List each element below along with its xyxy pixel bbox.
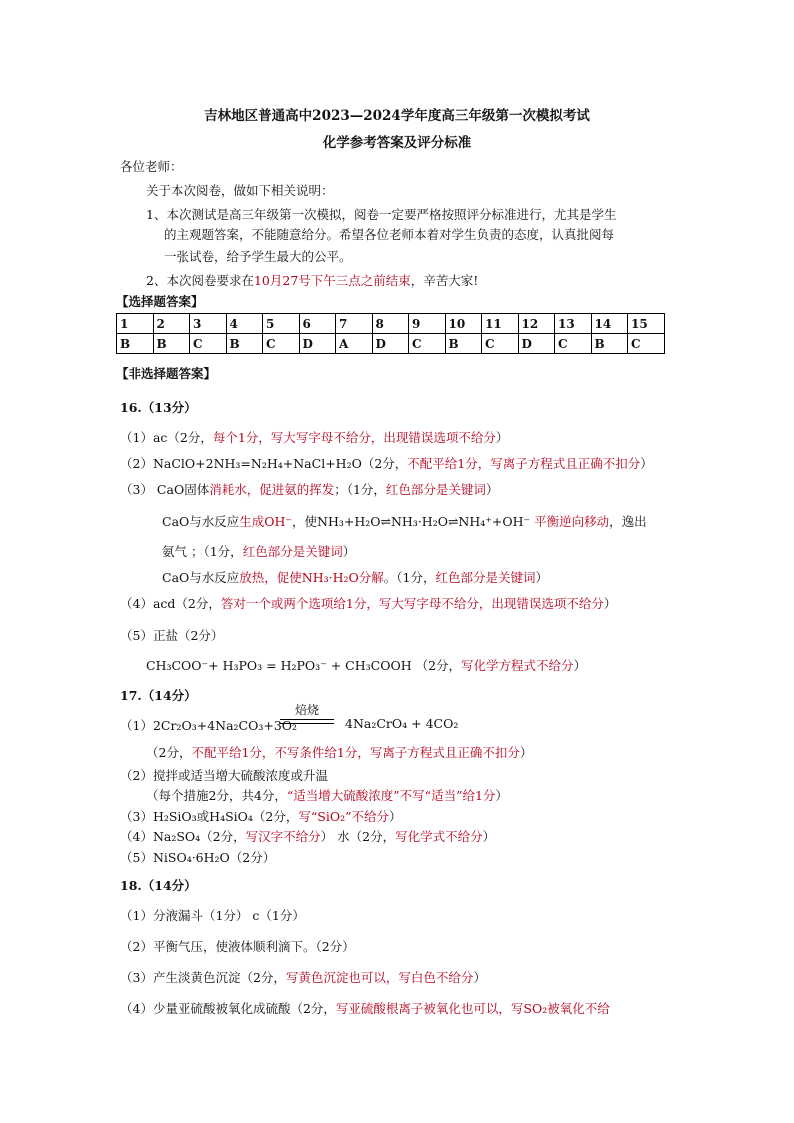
choice-number: 5 — [263, 314, 300, 334]
choice-answer: C — [190, 334, 227, 354]
choice-number: 3 — [190, 314, 227, 334]
intro-lead: 关于本次阅卷，做如下相关说明： — [146, 183, 334, 198]
q17-part4-close: ） — [482, 829, 496, 844]
choice-answer: C — [482, 334, 519, 354]
page-subtitle: 化学参考答案及评分标准 — [322, 135, 472, 151]
q17-part2: （2）搅拌或适当增大硫酸浓度或升温 — [120, 768, 328, 783]
q16-part4-note: 答对一个或两个选项给1分，写大写字母不给分，出现错误选项不给分 — [220, 596, 604, 611]
choice-number: 7 — [336, 314, 373, 334]
q17-part2-close: ） — [495, 788, 508, 803]
choice-heading: 【选择题答案】 — [116, 294, 204, 309]
intro-item1-line2: 的主观题答案，不能随意给分。希望各位老师本着对学生负责的态度，认真批阅每 — [164, 227, 615, 242]
q16-part3-key: 生成OH⁻ — [239, 514, 293, 529]
q17-part3-close: ） — [388, 809, 402, 824]
intro-item1-line3: 一张试卷，给予学生最大的公平。 — [164, 249, 352, 264]
choice-answer-table — [116, 313, 665, 354]
choice-answer: B — [153, 334, 190, 354]
q16-part3-text: 氨气 ；（1分， — [162, 544, 243, 559]
q16-part3-key: 平衡逆向移动 — [534, 514, 610, 529]
choice-number: 14 — [591, 314, 628, 334]
q16-part2 — [120, 454, 653, 472]
choice-number: 1 — [117, 314, 154, 334]
choice-answer: D — [372, 334, 409, 354]
q17-part4 — [120, 827, 495, 845]
q18-part4 — [120, 999, 610, 1017]
q17-part2-score: （每个措施2分，共4分， — [146, 788, 287, 803]
q16-part3-line2 — [162, 512, 647, 530]
greeting: 各位老师： — [120, 159, 183, 174]
q17-part2-rule: “适当增大硫酸浓度”不写“适当”给1分 — [286, 788, 496, 803]
q17-part3-answer: （3）H₂SiO₃或H₄SiO₄（2分， — [120, 809, 299, 824]
q16-part2-note: 不配平给1分，写离子方程式且正确不扣分 — [407, 456, 641, 471]
q18-part4-answer: （4）少量亚硫酸被氧化成硫酸（2分， — [120, 1001, 336, 1016]
nonchoice-heading: 【非选择题答案】 — [116, 366, 217, 381]
q18-part2: （2）平衡气压，使液体顺利滴下。（2分） — [120, 939, 355, 954]
q18-part3-close: ） — [473, 970, 486, 985]
q16-part3-close: ） — [535, 570, 548, 585]
q16-part3-text: （3） CaO固体 — [120, 482, 210, 497]
q16-part5-equation — [146, 656, 586, 674]
choice-answer: D — [299, 334, 336, 354]
choice-number-row — [117, 314, 665, 334]
q16-part3-close: ） — [485, 482, 499, 497]
q16-part3-line3 — [162, 542, 355, 560]
q18-heading: 18.（14分） — [120, 878, 197, 893]
q16-heading: 16.（13分） — [120, 400, 197, 415]
q16-part1-close: ） — [495, 430, 509, 445]
intro-item1-line1: 1、本次测试是高三年级第一次模拟，阅卷一定要严格按照评分标准进行，尤其是学生 — [146, 207, 617, 222]
q17-heading: 17.（14分） — [120, 688, 197, 703]
q17-part1-reaction-arrow — [280, 719, 334, 724]
q17-part1-condition: 焙烧 — [294, 703, 319, 717]
q17-part1-note — [146, 743, 532, 761]
q16-part3-note: 红色部分是关键词 — [242, 544, 343, 559]
choice-number: 9 — [409, 314, 446, 334]
q16-part3-close: ） — [342, 544, 356, 559]
q17-part4-answer: （4）Na₂SO₄（2分， — [120, 829, 246, 844]
q16-part3-text: ，逸出 — [609, 514, 647, 529]
q17-part1-score: （2分， — [146, 745, 192, 760]
choice-number: 13 — [555, 314, 592, 334]
q16-part4 — [120, 594, 616, 612]
intro-item2-text: 2、本次阅卷要求在 — [146, 273, 254, 288]
q16-part2-answer: （2）NaClO+2NH₃=N₂H₄+NaCl+H₂O（2分， — [120, 456, 408, 471]
q16-part3-text: CaO与水反应 — [162, 514, 240, 529]
q17-part4-note2: 写化学式不给分 — [395, 829, 483, 844]
page-title: 吉林地区普通高中2023—2024学年度高三年级第一次模拟考试 — [204, 108, 590, 124]
choice-answer: B — [117, 334, 154, 354]
q16-part3-text: CaO与水反应 — [162, 570, 240, 585]
q18-part1: （1）分液漏斗（1分） c（1分） — [120, 908, 305, 923]
q16-part1-answer: （1）ac（2分， — [120, 430, 213, 445]
q16-part3-line4 — [162, 568, 548, 586]
choice-answer: A — [336, 334, 373, 354]
q16-part1 — [120, 428, 508, 446]
q16-part1-note: 每个1分，写大写字母不给分，出现错误选项不给分 — [212, 430, 496, 445]
intro-item2 — [146, 271, 478, 289]
choice-number: 15 — [628, 314, 665, 334]
choice-answer: C — [555, 334, 592, 354]
q16-part5-close: ） — [573, 658, 587, 673]
q16-part2-close: ） — [640, 456, 653, 471]
q16-part3-note: 红色部分是关键词 — [385, 482, 486, 497]
q16-part5-note: 写化学方程式不给分 — [461, 658, 574, 673]
choice-answer: B — [445, 334, 482, 354]
choice-number: 12 — [518, 314, 555, 334]
choice-answer: B — [591, 334, 628, 354]
choice-answer: D — [518, 334, 555, 354]
q16-part3-score: 。（1分， — [383, 570, 436, 585]
q16-part3-key: 放热，促使NH₃·H₂O分解 — [239, 570, 384, 585]
choice-answer: C — [263, 334, 300, 354]
q18-part3 — [120, 968, 486, 986]
q18-part3-note: 写黄色沉淀也可以，写白色不给分 — [285, 970, 474, 985]
choice-answer: C — [628, 334, 665, 354]
q17-part3 — [120, 807, 402, 825]
q17-part2-note — [146, 786, 508, 804]
q16-part4-answer: （4）acd（2分， — [120, 596, 221, 611]
choice-number: 8 — [372, 314, 409, 334]
q18-part4-note: 写亚硫酸根离子被氧化也可以，写SO₂被氧化不给 — [335, 1001, 610, 1016]
q16-part3-equilibrium: ，使NH₃+H₂O⇌NH₃·H₂O⇌NH₄⁺+OH⁻ — [292, 514, 535, 529]
q17-part5: （5）NiSO₄·6H₂O（2分） — [120, 850, 276, 865]
choice-number: 10 — [445, 314, 482, 334]
intro-item2-deadline: 10月27号下午三点之前结束 — [253, 273, 411, 288]
q17-part1-left: （1）2Cr₂O₃+4Na₂CO₃+3O₂ — [120, 718, 298, 733]
q16-part5: （5）正盐（2分） — [120, 628, 224, 643]
choice-answer: C — [409, 334, 446, 354]
q17-part1-rule: 不配平给1分，不写条件给1分，写离子方程式且正确不扣分 — [191, 745, 520, 760]
choice-number: 4 — [226, 314, 263, 334]
q17-part1-close: ） — [519, 745, 533, 760]
q16-part3-score: ；（1分， — [334, 482, 386, 497]
intro-item2-tail: ，辛苦大家! — [410, 273, 479, 288]
q16-part5-eq-text: CH₃COO⁻+ H₃PO₃ = H₂PO₃⁻ + CH₃COOH （2分， — [146, 658, 462, 673]
choice-number: 6 — [299, 314, 336, 334]
choice-answer-row — [117, 334, 665, 354]
q16-part3-note: 红色部分是关键词 — [435, 570, 536, 585]
q17-part1-right: 4Na₂CrO₄ + 4CO₂ — [345, 716, 459, 731]
choice-number: 2 — [153, 314, 190, 334]
q16-part3-key: 消耗水，促进氨的挥发 — [209, 482, 335, 497]
q17-part3-note: 写“SiO₂”不给分 — [298, 809, 389, 824]
q16-part3-line1 — [120, 480, 498, 498]
q16-part4-close: ） — [603, 596, 617, 611]
q18-part3-answer: （3）产生淡黄色沉淀（2分， — [120, 970, 286, 985]
choice-number: 11 — [482, 314, 519, 334]
q17-part4-note: 写汉字不给分 — [245, 829, 321, 844]
q17-part4-answer2: ） 水（2分， — [320, 829, 396, 844]
choice-answer: B — [226, 334, 263, 354]
